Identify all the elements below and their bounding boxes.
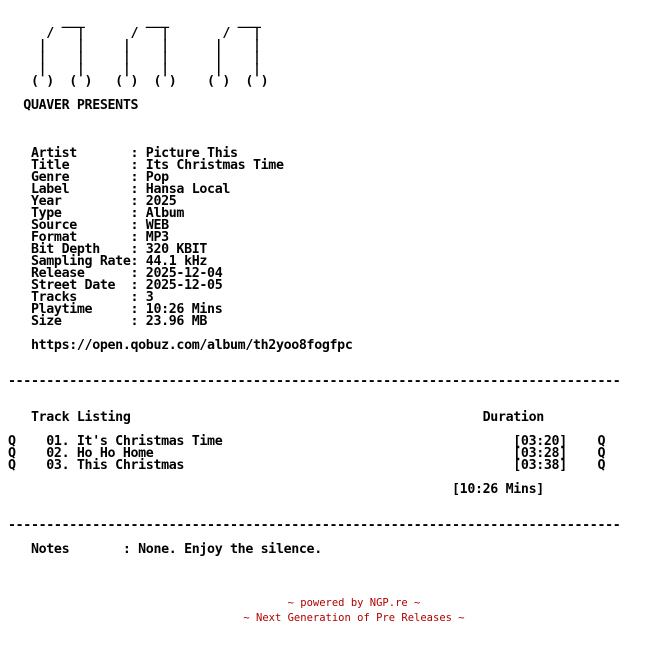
nfo-text-block — [8, 4, 620, 556]
nfo-line: | | | | | | — [8, 62, 261, 77]
footer-powered-by: ~ powered by NGP.re ~ — [287, 597, 421, 609]
nfo-line: / | / | / | — [8, 26, 261, 41]
nfo-line: Size : 23.96 MB — [8, 314, 208, 329]
nfo-line — [8, 388, 620, 400]
nfo-line: Title : Its Christmas Time — [8, 158, 284, 173]
nfo-line: ___ ___ ___ — [8, 14, 261, 29]
nfo-line: -------------------------------------------------------------------------------- — [8, 518, 621, 533]
nfo-line: Release : 2025-12-04 — [8, 266, 223, 281]
nfo-line: Q 02. Ho Ho Home [03:28] Q — [8, 446, 606, 461]
nfo-line: Playtime : 10:26 Mins — [8, 302, 223, 317]
nfo-line: Year : 2025 — [8, 194, 177, 209]
nfo-line: Format : MP3 — [8, 230, 169, 245]
nfo-line: [10:26 Mins] — [8, 482, 544, 497]
nfo-line: Label : Hansa Local — [8, 182, 231, 197]
nfo-line: Genre : Pop — [8, 170, 169, 185]
nfo-line: -------------------------------------------------------------------------------- — [8, 374, 621, 389]
nfo-line: | | | | | | — [8, 38, 261, 53]
nfo-line: Track Listing Duration — [8, 410, 544, 425]
nfo-line: https://open.qobuz.com/album/th2yoo8fogfpc — [8, 338, 353, 353]
nfo-line: QUAVER PRESENTS — [8, 98, 139, 113]
nfo-line: Q 01. It's Christmas Time [03:20] Q — [8, 434, 606, 449]
nfo-line: Street Date : 2025-12-05 — [8, 278, 223, 293]
nfo-line: Tracks : 3 — [8, 290, 154, 305]
nfo-line: Notes : None. Enjoy the silence. — [8, 542, 322, 557]
nfo-line: Q 03. This Christmas [03:38] Q — [8, 458, 606, 473]
nfo-line: Source : WEB — [8, 218, 169, 233]
nfo-line: ( ) ( ) ( ) ( ) ( ) ( ) — [8, 74, 269, 89]
nfo-line — [8, 352, 620, 364]
footer-tagline: ~ Next Generation of Pre Releases ~ — [243, 612, 465, 624]
nfo-line — [8, 124, 620, 136]
nfo-line: Type : Album — [8, 206, 185, 221]
nfo-line — [8, 112, 620, 124]
nfo-line: Artist : Picture This — [8, 146, 238, 161]
nfo-line — [8, 496, 620, 508]
nfo-line: | | | | | | — [8, 50, 261, 65]
nfo-line: Bit Depth : 320 KBIT — [8, 242, 208, 257]
nfo-line: Sampling Rate: 44.1 kHz — [8, 254, 208, 269]
